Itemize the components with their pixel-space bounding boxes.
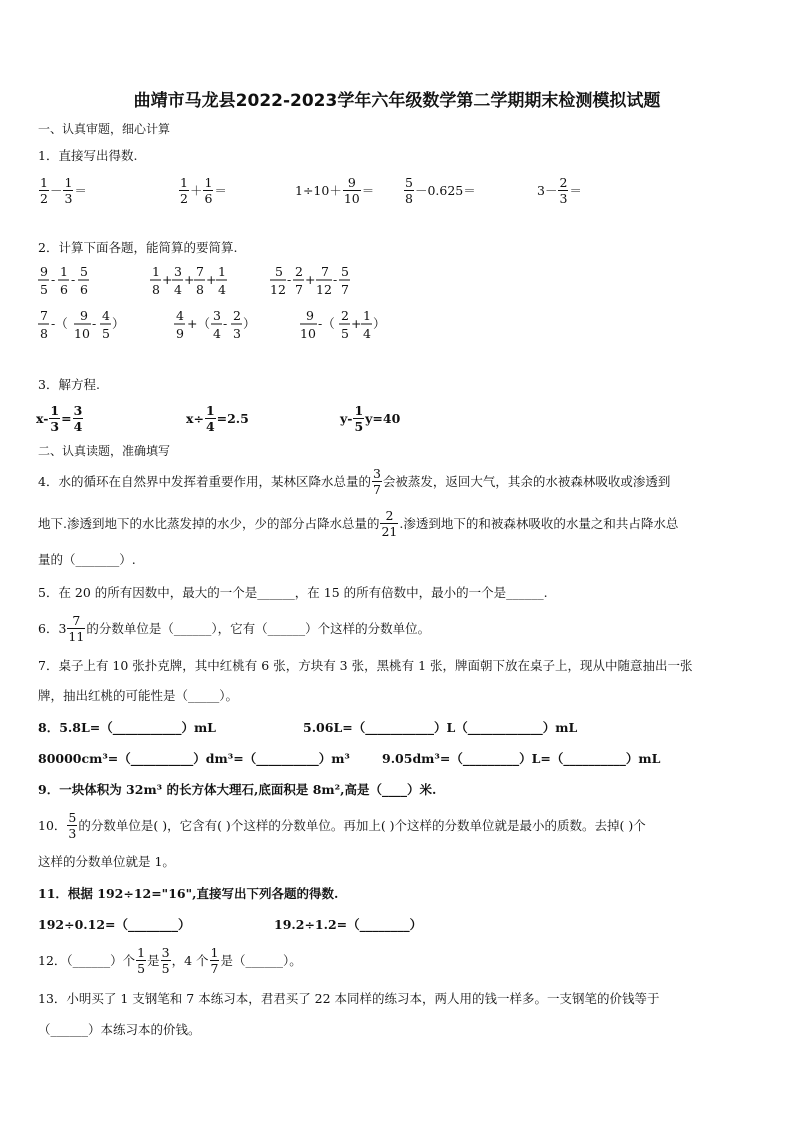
- svg-text:）: ）: [243, 316, 256, 331]
- svg-text:2: 2: [341, 308, 349, 323]
- question-8-b: 5.06L=（___________）L（____________）mL: [303, 720, 578, 735]
- question-5: 5．在 20 的所有因数中，最大的一个是______，在 15 的所有倍数中，最小的一个是______.: [38, 585, 548, 600]
- svg-text:10: 10: [74, 326, 90, 341]
- svg-text:12: 12: [270, 282, 286, 297]
- question-1-item-1: 1 2 － 1 3 ＝: [40, 174, 87, 206]
- svg-text:4: 4: [213, 326, 221, 341]
- equation-1: x- $\frac{1}{3}$ = $\frac{3}{4}$: [36, 402, 83, 434]
- svg-text:4: 4: [102, 308, 110, 323]
- svg-text:5: 5: [102, 326, 110, 341]
- svg-text:4: 4: [176, 308, 184, 323]
- question-1-item-4: 5 8 －0.625＝: [405, 174, 476, 206]
- svg-text:5: 5: [341, 264, 349, 279]
- svg-text:7: 7: [40, 308, 48, 323]
- svg-text:5: 5: [341, 326, 349, 341]
- svg-text:9: 9: [80, 308, 88, 323]
- svg-text:+: +: [351, 316, 362, 331]
- svg-text:-（: -（: [318, 316, 335, 331]
- svg-text:5: 5: [275, 264, 283, 279]
- svg-text:6: 6: [80, 282, 88, 297]
- svg-text:2: 2: [295, 264, 303, 279]
- question-1-label: 1．直接写出得数.: [38, 148, 138, 163]
- svg-text:9: 9: [306, 308, 314, 323]
- question-9: 9．一块体积为 32m³ 的长方体大理石,底面积是 8m²,高是（____）米.: [38, 782, 437, 797]
- svg-text:6: 6: [60, 282, 68, 297]
- question-11-a: 192÷0.12=（________）: [38, 917, 191, 932]
- svg-text:7: 7: [321, 264, 329, 279]
- section-heading-1: 一、认真审题，细心计算: [38, 122, 171, 136]
- svg-text:-: -: [51, 272, 56, 287]
- question-7-line-2: 牌，抽出红桃的可能性是（_____）。: [38, 688, 239, 703]
- section-heading-2: 二、认真读题，准确填写: [38, 444, 171, 458]
- question-6: 6． 3 7 11 的分数单位是（______），它有（______）个这样的分数单位。: [38, 612, 431, 644]
- question-13-line-1: 13．小明买了 1 支钢笔和 7 本练习本，君君买了 22 本同样的练习本，两人用的钱一样多。一支钢笔的价钱等于: [38, 991, 660, 1006]
- svg-text:）: ）: [373, 316, 386, 331]
- svg-text:5: 5: [80, 264, 88, 279]
- equation-2: x÷ $\frac{1}{4}$ =2.5: [186, 402, 249, 434]
- question-8-c: 80000cm³=（__________）dm³=（__________）m³: [38, 751, 350, 766]
- svg-text:3: 3: [174, 264, 182, 279]
- question-4-line-2: 地下.渗透到地下的水比蒸发掉的水少，少的部分占降水总量的 2 21 .渗透到地下的和被森林吸收的水量之和共占降水总: [38, 507, 679, 539]
- svg-text:7: 7: [341, 282, 349, 297]
- question-1-item-5: 3－ 2 3 ＝: [537, 174, 582, 206]
- svg-text:1: 1: [60, 264, 68, 279]
- question-8-a: 8．5.8L=（___________）mL: [38, 720, 216, 735]
- svg-text:8: 8: [152, 282, 160, 297]
- svg-text:7: 7: [295, 282, 303, 297]
- svg-text:-: -: [333, 272, 338, 287]
- question-7-line-1: 7．桌子上有 10 张扑克牌，其中红桃有 6 张，方块有 3 张，黑桃有 1 张，牌面朝下放在桌子上，现从中随意抽出一张: [38, 658, 693, 673]
- question-11-b: 19.2÷1.2=（________）: [274, 917, 423, 932]
- svg-text:+: +: [206, 272, 217, 287]
- svg-text:-（: -（: [51, 316, 68, 331]
- svg-text:）: ）: [112, 316, 125, 331]
- svg-text:+: +: [162, 272, 173, 287]
- svg-text:+: +: [184, 272, 195, 287]
- svg-text:4: 4: [363, 326, 371, 341]
- svg-text:-: -: [223, 316, 228, 331]
- svg-text:12: 12: [316, 282, 332, 297]
- question-10-line-1: 10． 5 3 的分数单位是( )，它含有( )个这样的分数单位。再加上( )个这样的分数单位就是最小的质数。去掉( )个: [38, 809, 646, 841]
- question-2-expressions: [30, 262, 410, 352]
- svg-text:10: 10: [300, 326, 316, 341]
- question-10-line-2: 这样的分数单位就是 1。: [38, 854, 175, 869]
- question-4-line-1: 4．水的循环在自然界中发挥着重要作用，某林区降水总量的 3 7 会被蒸发，返回大气，其余的水被森林吸收或渗透到: [38, 465, 671, 497]
- svg-text:2: 2: [233, 308, 241, 323]
- svg-text:+: +: [305, 272, 316, 287]
- svg-text:1: 1: [363, 308, 371, 323]
- question-12: 12．（______）个 1 5 是 3 5 ，4 个 1 7 是（______）。: [38, 944, 302, 976]
- svg-text:8: 8: [40, 326, 48, 341]
- svg-text:+（: +（: [187, 316, 210, 331]
- question-2-label: 2．计算下面各题，能简算的要简算.: [38, 240, 238, 255]
- question-1-item-3: 1÷10＋ 9 10 ＝: [295, 174, 375, 206]
- svg-text:4: 4: [218, 282, 226, 297]
- svg-text:9: 9: [40, 264, 48, 279]
- question-1-item-2: 1 2 ＋ 1 6 ＝: [180, 174, 227, 206]
- svg-text:-: -: [71, 272, 76, 287]
- svg-text:-: -: [287, 272, 292, 287]
- question-13-line-2: （______）本练习本的价钱。: [38, 1022, 201, 1037]
- svg-text:3: 3: [213, 308, 221, 323]
- question-4-line-3: 量的（_______）.: [38, 552, 136, 567]
- svg-text:7: 7: [196, 264, 204, 279]
- svg-text:1: 1: [218, 264, 226, 279]
- page-title: 曲靖市马龙县2022-2023学年六年级数学第二学期期末检测模拟试题: [133, 91, 661, 111]
- svg-text:5: 5: [40, 282, 48, 297]
- svg-text:4: 4: [174, 282, 182, 297]
- question-8-d: 9.05dm³=（_________）L=（__________）mL: [382, 751, 661, 766]
- svg-text:3: 3: [233, 326, 241, 341]
- svg-text:-: -: [92, 316, 97, 331]
- svg-text:1: 1: [152, 264, 160, 279]
- svg-text:8: 8: [196, 282, 204, 297]
- question-11-label: 11．根据 192÷12="16",直接写出下列各题的得数.: [38, 886, 339, 901]
- svg-text:9: 9: [176, 326, 184, 341]
- equation-3: y- 1 5 y=40: [340, 402, 401, 434]
- question-3-label: 3．解方程.: [38, 377, 100, 392]
